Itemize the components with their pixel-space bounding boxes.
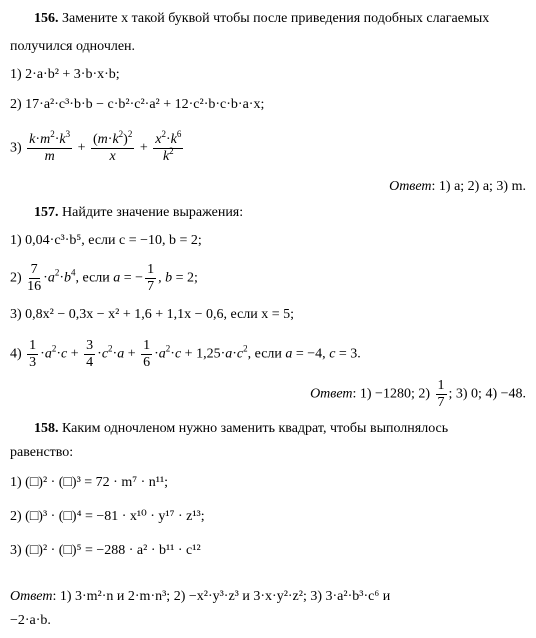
problem-158-number: 158. bbox=[34, 421, 59, 436]
problem-156-item-2: 2) 17·a²·c³·b·b − c·b²·c²·a² + 12·c²·b·c·b·a·x; bbox=[10, 97, 265, 112]
problem-157-item-3: 3) 0,8x² − 0,3x − x² + 1,6 + 1,1x − 0,6, если x = 5; bbox=[10, 307, 295, 322]
problem-158-text: Каким одночленом нужно заменить квадрат, чтобы выполнялось bbox=[58, 421, 449, 436]
problem-157-answer: Ответ: 1) −1280; 2) $\frac{1}{7}$ ; 3) 0; 4) −48. bbox=[310, 378, 526, 410]
answer-label: Ответ bbox=[310, 386, 353, 402]
problem-157-answer-text: : 1) −1280; 2) bbox=[352, 386, 430, 402]
answer-label: Ответ bbox=[10, 589, 53, 604]
problem-156-item-1: 1) 2·a·b² + 3·b·x·b; bbox=[10, 67, 120, 82]
problem-158-item-2: 2) (□)³ · (□)⁴ = −81 · x¹⁰ · y¹⁷ · z¹³; bbox=[10, 509, 205, 524]
problem-156-answer bbox=[389, 178, 526, 196]
problem-156-item-3-label: 3) bbox=[10, 140, 22, 156]
problem-156-text: Замените x такой буквой чтобы после приведения подобных слагаемых bbox=[58, 11, 490, 26]
problem-158-answer-text: : 1) 3·m²·n и 2·m·n³; 2) −x²·y³·z³ и 3·x·y²·z²; 3) 3·a²·b³·c⁶ и bbox=[52, 589, 391, 604]
problem-157-item-2-label: 2) bbox=[10, 270, 22, 286]
problem-156-number: 156. bbox=[34, 11, 59, 26]
problem-156-text-cont: получился одночлен. bbox=[10, 39, 136, 54]
problem-157-item-4-label: 4) bbox=[10, 346, 22, 362]
problem-156-header bbox=[34, 10, 489, 28]
problem-156-answer-text: : 1) a; 2) a; 3) m. bbox=[431, 179, 526, 194]
problem-157-item-2: 2) $\frac{7}{16}$ $\cdot a^2\cdot b^4$, если a = − $\frac{1}{7}$ , b = 2; bbox=[10, 262, 198, 294]
problem-158-header bbox=[34, 420, 448, 438]
problem-157-item-4: 4) $\frac{1}{3}$ $\cdot a^2\cdot c$ + $\frac{3}{4}$ $\cdot c^2\cdot a$ + $\frac{1}{6}$ $\cdot a^2\cdot c + 1,25\cdot a\cdot c^2$, если a = −4, c = 3. bbox=[10, 338, 361, 370]
problem-157-item-1: 1) 0,04·c³·b⁵, если c = −10, b = 2; bbox=[10, 233, 202, 248]
problem-158-answer-cont: −2·a·b. bbox=[10, 613, 51, 628]
problem-158-item-3: 3) (□)² · (□)⁵ = −288 · a² · b¹¹ · c¹² bbox=[10, 543, 201, 558]
problem-157-header bbox=[34, 204, 243, 222]
problem-158-text-cont: равенство: bbox=[10, 445, 74, 460]
problem-158-item-1: 1) (□)² · (□)³ = 72 · m⁷ · n¹¹; bbox=[10, 475, 169, 490]
problem-157-number: 157. bbox=[34, 205, 59, 220]
problem-157-text: Найдите значение выражения: bbox=[58, 205, 244, 220]
answer-label: Ответ bbox=[389, 179, 432, 194]
problem-156-item-3: 3) $\frac{k\cdot m^2\cdot k^3}{m}$ + $\frac{(m\cdot k^2)^2}{x}$ + $\frac{x^2\cdot k^6}{k^2}$ bbox=[10, 129, 182, 164]
problem-158-answer bbox=[10, 588, 390, 606]
